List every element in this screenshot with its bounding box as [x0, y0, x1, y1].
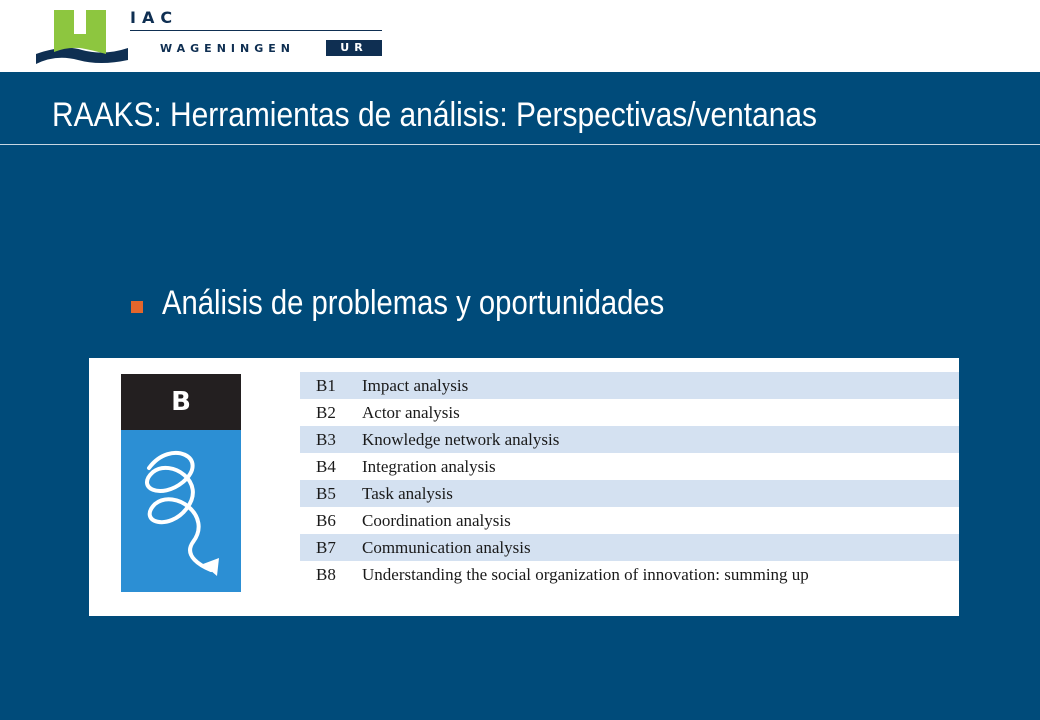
analysis-row — [300, 534, 959, 561]
analysis-label: Impact analysis — [362, 375, 469, 395]
analysis-label: Task analysis — [362, 483, 453, 503]
analysis-label: Understanding the social organization of innovation: summing up — [362, 564, 809, 584]
bullet-text: Análisis de problemas y oportunidades — [162, 284, 665, 322]
analysis-row — [300, 426, 959, 453]
analysis-row — [300, 399, 959, 426]
analysis-row — [300, 372, 959, 399]
analysis-tools-figure — [89, 358, 959, 616]
analysis-code: B4 — [316, 456, 336, 476]
wageningen-logo-icon — [34, 4, 130, 68]
analysis-code: B1 — [316, 375, 336, 395]
analysis-code: B7 — [316, 537, 336, 557]
analysis-row — [300, 453, 959, 480]
bullet-square-icon — [131, 301, 143, 313]
analysis-row — [300, 507, 959, 534]
analysis-code: B6 — [316, 510, 336, 530]
analysis-label: Integration analysis — [362, 456, 496, 476]
title-divider — [0, 144, 1040, 145]
analysis-row — [300, 561, 959, 588]
analysis-code: B3 — [316, 429, 336, 449]
analysis-code: B2 — [316, 402, 336, 422]
logo-wageningen-text: WAGENINGEN — [160, 42, 295, 55]
slide-title: RAAKS: Herramientas de análisis: Perspectivas/ventanas — [52, 96, 817, 134]
logo-ur-text: UR — [326, 40, 382, 56]
logo-divider — [130, 30, 382, 31]
analysis-row — [300, 480, 959, 507]
analysis-list — [300, 372, 959, 588]
analysis-label: Coordination analysis — [362, 510, 511, 530]
analysis-label: Communication analysis — [362, 537, 531, 557]
analysis-label: Knowledge network analysis — [362, 429, 560, 449]
badge-letter: B — [121, 374, 241, 430]
analysis-code: B8 — [316, 564, 336, 584]
category-badge — [121, 374, 241, 592]
header-band — [0, 0, 1040, 72]
logo-iac-text: IAC — [130, 8, 179, 27]
analysis-label: Actor analysis — [362, 402, 460, 422]
spiral-arrow-icon — [131, 438, 231, 586]
analysis-code: B5 — [316, 483, 336, 503]
